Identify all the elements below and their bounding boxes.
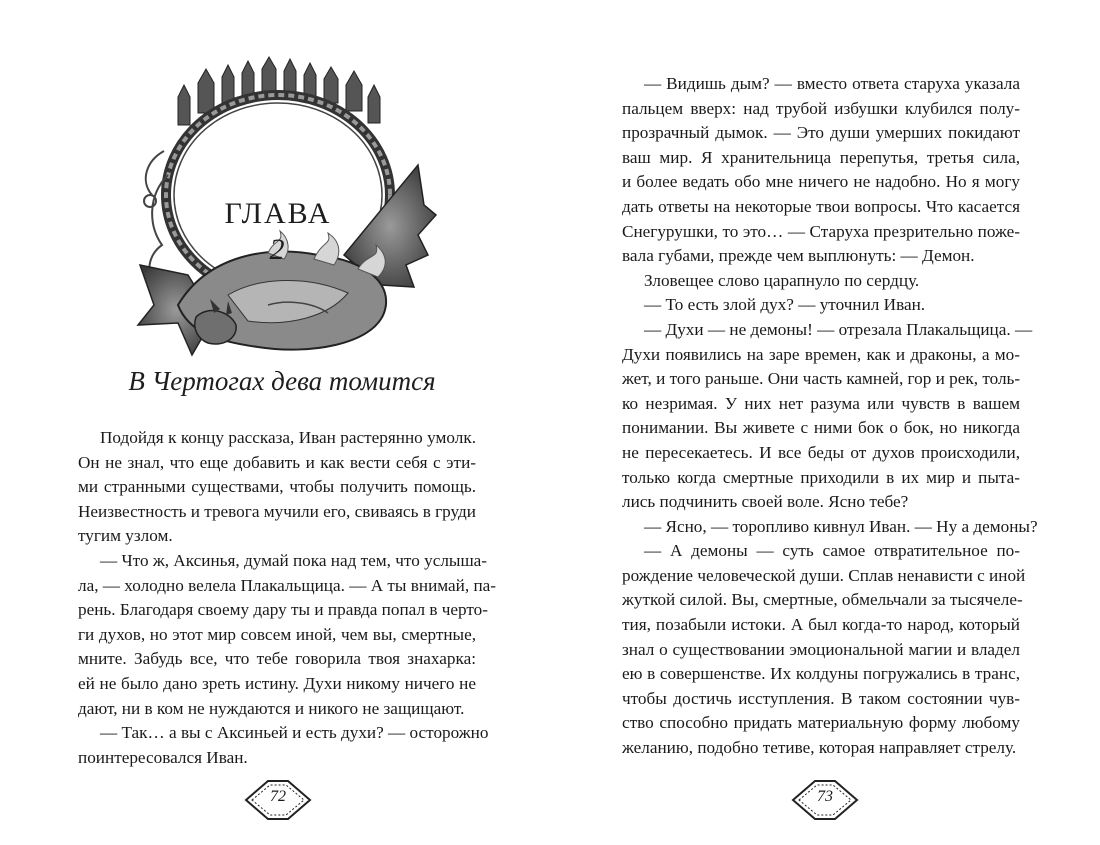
text-line: чтобы достичь исступления. В таком состоянии чув- xyxy=(622,688,1020,708)
left-page-body xyxy=(78,426,496,770)
text-line: пальцем вверх: над трубой избушки клубился полу- xyxy=(622,98,1020,118)
page-number-text: 72 xyxy=(270,788,286,805)
text-line: ею в совершенстве. Их колдуны погружались в транс, xyxy=(622,664,1020,684)
text-line: мните. Забудь все, что тебе говорила твоя знахарка: xyxy=(78,649,476,669)
text-line: — Видишь дым? — вместо ответа старуха указала xyxy=(644,74,1020,93)
text-line: жуткой силой. Вы, смертные, обмельчали за тысячеле- xyxy=(622,590,1023,610)
chapter-number: 2 xyxy=(269,233,287,266)
text-line: ми странными существами, чтобы получить помощь. xyxy=(78,477,476,497)
text-line: понимании. Вы живете с ними бок о бок, но никогда xyxy=(622,418,1020,438)
text-line: лись подчинить своей воле. Ясно тебе? xyxy=(622,492,909,512)
text-line: тугим узлом. xyxy=(78,526,173,546)
text-line: жет, и того раньше. Они часть камней, гор и рек, толь- xyxy=(622,369,1021,389)
text-line: — То есть злой дух? — уточнил Иван. xyxy=(644,295,926,315)
right-page-body xyxy=(622,72,1038,761)
text-line: и более ведать обо мне ничего не надобно. Но я могу xyxy=(622,172,1020,192)
text-line: не пересекаетесь. И все беды от духов происходили, xyxy=(622,442,1020,462)
page-number-right xyxy=(775,775,875,825)
text-line: Снегурушки, то это… — Старуха презрительно поже- xyxy=(622,221,1020,241)
text-line: — Ясно, — торопливо кивнул Иван. — Ну а демоны? xyxy=(644,516,1038,536)
text-line: только когда смертные приходили в их мир и пыта- xyxy=(622,467,1020,487)
text-line: ей не было дано зреть истину. Духи никому ничего не xyxy=(78,673,476,693)
text-line: рождение человеческой души. Сплав ненависти с иной xyxy=(622,565,1026,585)
text-line: вала губами, прежде чем выплюнуть: — Демон. xyxy=(622,246,975,266)
text-line: — Духи — не демоны! — отрезала Плакальщица. — xyxy=(644,319,1033,339)
text-line: тия, позабыли истоки. А был когда-то народ, который xyxy=(622,615,1020,635)
text-line: прозрачный дымок. — Это души умерших покидают xyxy=(622,123,1020,143)
text-line: ла, — холодно велела Плакальщица. — А ты внимай, па- xyxy=(78,575,496,595)
text-line: — Так… а вы с Аксиньей и есть духи? — осторожно xyxy=(100,723,489,743)
chapter-title: В Чертогах дева томится xyxy=(128,366,436,396)
text-line: Духи появились на заре времен, как и драконы, а мо- xyxy=(622,344,1020,364)
text-line: ваш мир. Я хранительница перепутья, третья сила, xyxy=(622,147,1020,167)
right-page xyxy=(550,0,1100,845)
text-line: — Что ж, Аксинья, думай пока над тем, что услыша- xyxy=(100,550,488,570)
chapter-label: ГЛАВА xyxy=(224,197,332,230)
text-line: поинтересовался Иван. xyxy=(78,747,248,767)
text-line: ство способно придать материальную форму любому xyxy=(622,713,1020,733)
text-line: знал о существовании эмоциональной магии и владел xyxy=(622,639,1020,659)
text-line: дать ответы на некоторые твои вопросы. Что касается xyxy=(622,196,1020,216)
chapter-emblem-illustration xyxy=(118,55,438,365)
text-line: Он не знал, что еще добавить и как вести себя с эти- xyxy=(78,452,476,472)
text-line: — А демоны — суть самое отвратительное по- xyxy=(644,541,1020,561)
text-line: Неизвестность и тревога мучили его, свиваясь в груди xyxy=(78,501,476,521)
page-number-left xyxy=(228,775,328,825)
text-line: Зловещее слово царапнуло по сердцу. xyxy=(644,270,920,290)
text-line: ко незримая. У них нет разума или чувств в вашем xyxy=(622,393,1020,413)
text-line: рень. Благодаря своему дару ты и правда попал в черто- xyxy=(78,600,488,620)
text-line: желанию, подобно тетиве, которая направляет стрелу. xyxy=(622,738,1017,758)
text-line: ги духов, но этот мир совсем иной, чем вы, смертные, xyxy=(78,624,476,644)
text-line: Подойдя к концу рассказа, Иван растерянно умолк. xyxy=(100,428,476,447)
text-line: дают, ни в ком не нуждаются и никого не защищают. xyxy=(78,698,465,718)
page-number-text: 73 xyxy=(817,788,833,805)
